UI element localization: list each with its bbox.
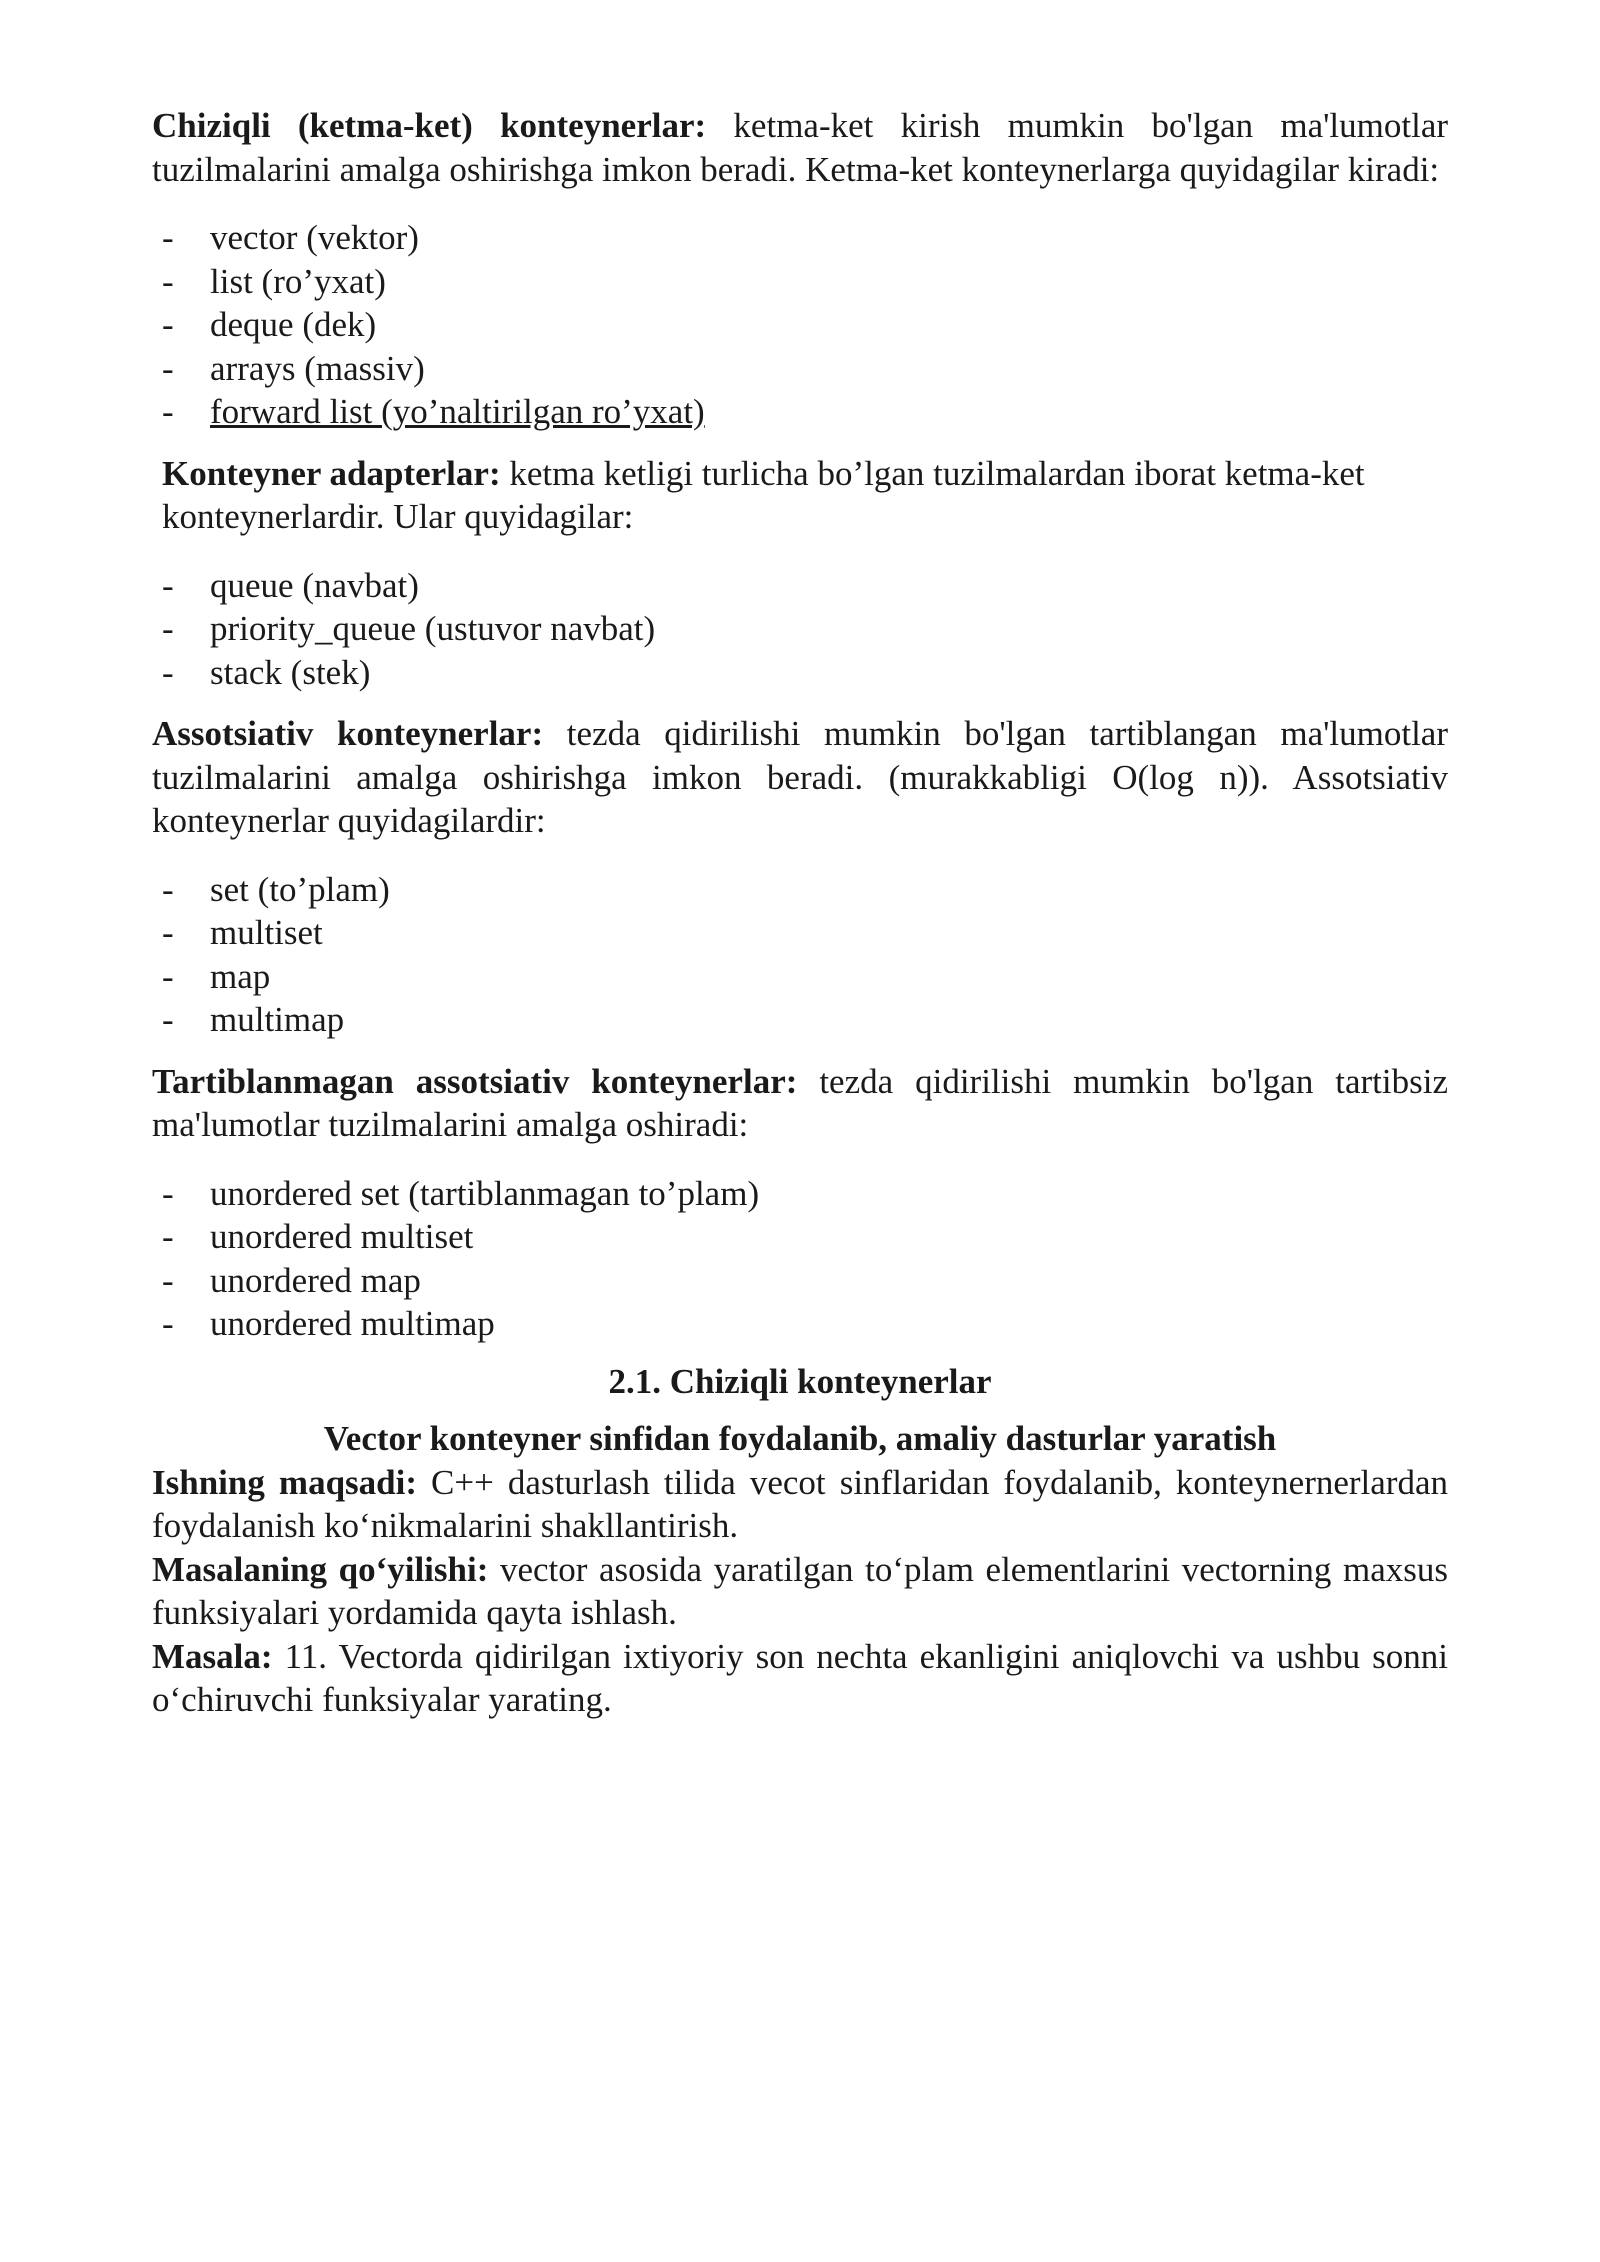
text-goal: C++ dasturlash tilida vecot sinflaridan foydalanib, konteynernerlardan foydalanish ko‘nikmalarini shakllantirish. — [152, 1462, 1448, 1545]
list-item — [152, 390, 1448, 434]
list-item-text: unordered map — [210, 1260, 421, 1300]
list-item-text: queue (navbat) — [210, 565, 419, 605]
list-item-text: deque (dek) — [210, 305, 377, 344]
text-unordered-containers: tezda qidirilishi mumkin bo'lgan tartibsiz ma'lumotlar tuzilmalarini amalga oshiradi: — [152, 1061, 1448, 1144]
paragraph-statement — [152, 1548, 1448, 1635]
list-item-text: map — [210, 956, 271, 996]
list-item — [152, 1259, 1448, 1303]
list-dash: - — [162, 348, 174, 388]
section-heading: 2.1. Chiziqli konteynerlar — [608, 1361, 992, 1401]
list-item — [152, 216, 1448, 260]
list-associative-containers — [152, 868, 1448, 1042]
list-item — [152, 868, 1448, 912]
list-item — [152, 1172, 1448, 1216]
list-dash: - — [162, 913, 174, 952]
list-dash: - — [162, 1304, 174, 1343]
list-item — [152, 911, 1448, 955]
list-item-text: priority_queue (ustuvor navbat) — [210, 609, 656, 648]
list-item — [152, 260, 1448, 304]
list-dash: - — [162, 305, 174, 344]
term-statement: Masalaning qo‘yilishi: — [152, 1549, 489, 1589]
paragraph-container-adapters — [152, 452, 1448, 539]
paragraph-linear-containers — [152, 104, 1448, 191]
list-item — [152, 607, 1448, 651]
list-item-text: arrays (massiv) — [210, 348, 425, 388]
list-item-text: multimap — [210, 1000, 345, 1039]
list-dash: - — [162, 1000, 174, 1039]
list-unordered-containers — [152, 1172, 1448, 1346]
list-item — [152, 1302, 1448, 1346]
list-dash: - — [162, 1260, 174, 1300]
term-task: Masala: — [152, 1636, 273, 1676]
list-dash: - — [162, 652, 174, 692]
term-associative-containers: Assotsiativ konteynerlar: — [152, 714, 544, 753]
list-item — [152, 1215, 1448, 1259]
text-container-adapters: ketma ketligi turlicha bo’lgan tuzilmalardan iborat ketma-ket konteynerlardir. Ular quyidagilar: — [162, 453, 1365, 536]
paragraph-task — [152, 1635, 1448, 1722]
list-dash: - — [162, 392, 174, 431]
text-statement: vector asosida yaratilgan to‘plam elementlarini vectorning maxsus funksiyalari yordamida qayta ishlash. — [152, 1549, 1448, 1632]
list-dash: - — [162, 1173, 174, 1213]
list-item — [152, 998, 1448, 1042]
list-dash: - — [162, 869, 174, 909]
list-item — [152, 651, 1448, 695]
list-item — [152, 303, 1448, 347]
sub-heading: Vector konteyner sinfidan foydalanib, amaliy dasturlar yaratish — [323, 1419, 1277, 1458]
list-item-text: unordered multimap — [210, 1304, 495, 1343]
list-item-text: unordered set (tartiblanmagan to’plam) — [210, 1173, 760, 1213]
text-task: 11. Vectorda qidirilgan ixtiyoriy son nechta ekanligini aniqlovchi va ushbu sonni o‘chiruvchi funksiyalar yarating. — [152, 1636, 1448, 1719]
list-container-adapters — [152, 564, 1448, 695]
list-linear-containers — [152, 216, 1448, 434]
list-item-text: stack (stek) — [210, 652, 371, 692]
paragraph-unordered-containers — [152, 1060, 1448, 1147]
list-item — [152, 564, 1448, 608]
list-dash: - — [162, 956, 174, 996]
term-unordered-containers: Tartiblanmagan assotsiativ konteynerlar: — [152, 1061, 798, 1101]
paragraph-associative-containers — [152, 712, 1448, 843]
term-goal: Ishning maqsadi: — [152, 1462, 417, 1502]
list-item — [152, 955, 1448, 999]
document-page — [152, 104, 1448, 1722]
list-dash: - — [162, 609, 174, 648]
text-linear-containers: ketma-ket kirish mumkin bo'lgan ma'lumotlar tuzilmalarini amalga oshirishga imkon beradi. Ketma-ket konteynerlarga quyidagilar kiradi: — [152, 106, 1449, 189]
list-dash: - — [162, 261, 174, 301]
list-dash: - — [162, 1217, 174, 1256]
list-dash: - — [162, 218, 174, 257]
list-item — [152, 347, 1448, 391]
list-item-text: multiset — [210, 913, 323, 952]
list-item-text: unordered multiset — [210, 1217, 474, 1256]
list-item-text: forward list (yo’naltirilgan ro’yxat) — [210, 392, 705, 431]
text-associative-containers: tezda qidirilishi mumkin bo'lgan tartiblangan ma'lumotlar tuzilmalarini amalga oshirishga imkon beradi. (murakkabligi O(log n)). Assotsiativ konteynerlar quyidagilardir: — [152, 714, 1449, 840]
list-item-text: set (to’plam) — [210, 869, 390, 909]
paragraph-goal — [152, 1461, 1448, 1548]
list-dash: - — [162, 565, 174, 605]
list-item-text: list (ro’yxat) — [210, 261, 386, 301]
list-item-text: vector (vektor) — [210, 218, 419, 257]
term-container-adapters: Konteyner adapterlar: — [162, 453, 501, 493]
term-linear-containers: Chiziqli (ketma-ket) konteynerlar: — [152, 106, 707, 145]
